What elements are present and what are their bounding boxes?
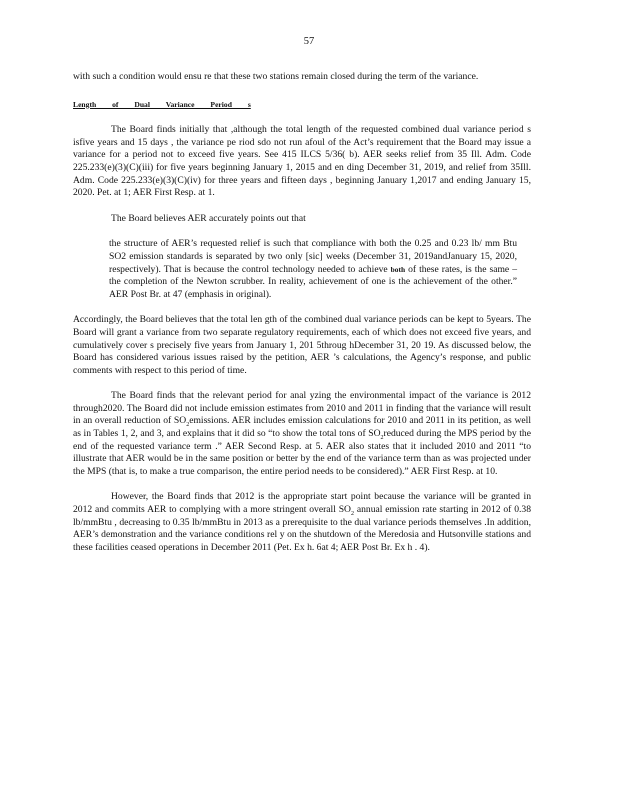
block-quote	[109, 238, 517, 301]
paragraph-4-part-c: reduced during the MPS period by the end of the requested variance term .” AER Second Resp. at 5. AER also states that it included 2010 and 2011 “to illustrate that AER would be in the same position or better by the end of the variance term than as was projected under the MPS (that is, to make a true comparison, the entire period needs to be considered).” AER First Resp. at 10.	[73, 428, 531, 477]
paragraph-3: Accordingly, the Board believes that the total len gth of the combined dual variance periods can be kept to 5years. The Board will grant a variance from two separate regulatory requirements, each of which does not exceed five years, and cumulatively cover s precisely five years from January 1, 201 5throug hDecember 31, 20 19. As discussed below, the Board has considered various issues raised by the petition, AER ’s calculations, the Agency’s response, and public comments with respect to this period of time.	[73, 314, 531, 376]
section-heading: Length of Dual Variance Period s	[73, 99, 251, 109]
subscript: 2	[351, 510, 354, 517]
paragraph-5	[73, 491, 531, 554]
paragraph-4-part-b: emissions. AER includes emission calculations for 2010 and 2011 in its petition, as well as in Tables 1, 2, and 3, and explains that it did so “to show the total tons of SO	[73, 415, 531, 440]
paragraph-1: The Board finds initially that ,although the total length of the requested combined dual variance period s isfive years and 15 days , the variance pe riod sdo not run afoul of the Act’s requirement that the Board may issue a variance for a period not to exceed five years. See 415 ILCS 5/36( b). AER seeks relief from 35 Ill. Adm. Code 225.233(e)(3)(C)(iii) for five years beginning January 1, 2015 and en ding December 31, 2019, and relief from 35Ill. Adm. Code 225.233(e)(3)(C)(iv) for three years and fifteen days , beginning January 1,2017 and ending January 15, 2020. Pet. at 1; AER First Resp. at 1.	[73, 124, 531, 199]
paragraph-4-part-a: The Board finds that the relevant period for anal yzing the environmental impact of the variance is 2012 through2020. The Board did not include emission estimates from 2010 and 2011 in finding that the variance will result in an overall reduction of SO	[73, 390, 531, 427]
page-number: 57	[303, 36, 315, 47]
paragraph-5-part-a: However, the Board finds that 2012 is the appropriate start point because the variance will be granted in 2012 and commits AER to complying with a more stringent overall SO	[73, 491, 531, 516]
quote-part-b: of these rates, is the same –the completion of the Newton scrubber. In reality, achievement of one is the achievement of the other.” AER Post Br. at 47 (emphasis in original).	[109, 263, 517, 300]
paragraph-intro: with such a condition would ensu re that these two stations remain closed during the term of the variance.	[73, 71, 479, 82]
quote-emphasis: both	[390, 264, 406, 274]
paragraph-4	[73, 390, 531, 478]
subscript: 2	[186, 422, 190, 429]
paragraph-2: The Board believes AER accurately points out that	[111, 212, 306, 224]
subscript: 2	[380, 434, 384, 441]
page-body	[73, 71, 531, 554]
quote-part-a: the structure of AER’s requested relief is such that compliance with both the 0.25 and 0.23 lb/ mm Btu SO2 emission standards is separated by two only [sic] weeks (December 31, 2019andJanuary 15, 2020, respectively). That is because the control technology needed to achieve	[109, 238, 517, 275]
paragraph-5-part-b: annual emission rate starting in 2012 of 0.38 lb/mmBtu , decreasing to 0.35 lb/mmBtu in 2013 as a prerequisite to the dual variance periods themselves .In addition, AER’s demonstration and the variance conditions rel y on the shutdown of the Meredosia and Hutsonville stations and these facilities ceased operations in December 2011 (Pet. Ex h. 6at 4; AER Post Br. Ex h . 4).	[73, 504, 531, 553]
